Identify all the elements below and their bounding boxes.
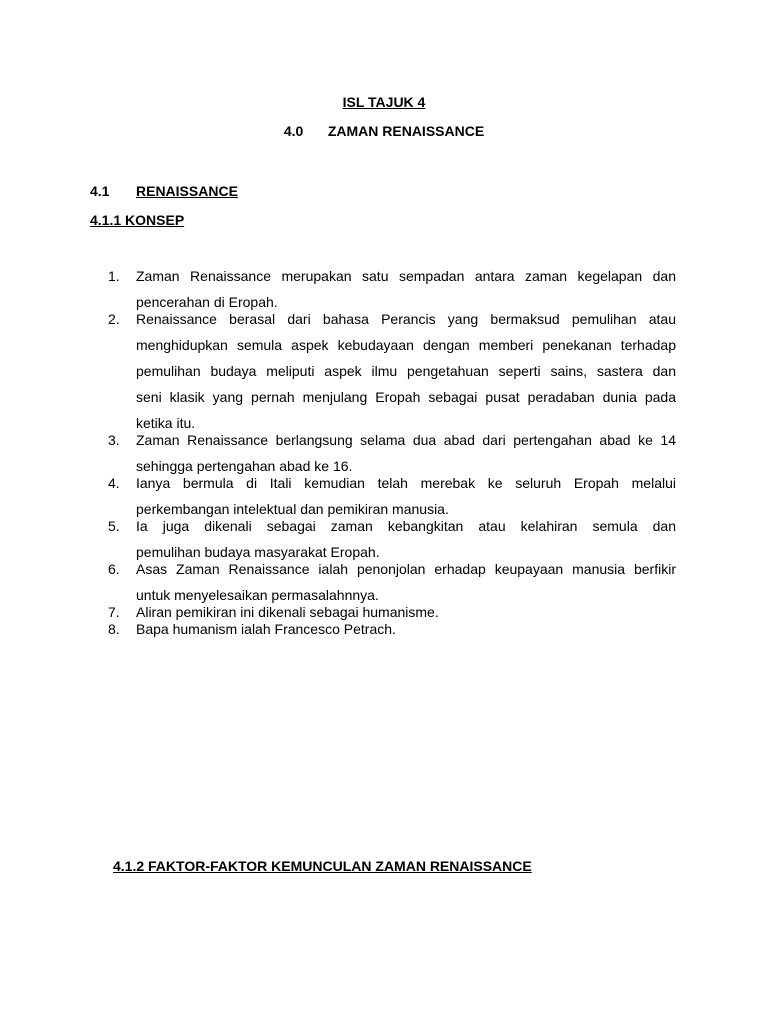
list-item-text-line: Bapa humanism ialah Francesco Petrach. [136,621,396,637]
section-label: RENAISSANCE [136,183,238,199]
section-number: 4.1 [90,183,110,199]
section-heading [90,183,238,199]
list-item-text-line: sehingga pertengahan abad ke 16. [136,458,353,474]
list-item-number: 3. [108,432,120,448]
list-item-number: 5. [108,518,120,534]
list-item-text-line: perkembangan intelektual dan pemikiran manusia. [136,501,449,517]
list-item [108,311,676,432]
list-item [108,561,676,604]
document-title: ISL TAJUK 4 [342,94,426,110]
list-item-number: 1. [108,268,120,284]
list-item-text-line: ketika itu. [136,415,196,431]
subsection-heading-faktor: 4.1.2 FAKTOR-FAKTOR KEMUNCULAN ZAMAN RENAISSANCE [113,858,532,874]
list-item-text-line: pencerahan di Eropah. [136,294,278,310]
list-item-text-line: menghidupkan semula aspek kebudayaan dengan memberi penekanan terhadap [136,337,676,353]
chapter-title [0,123,768,139]
list-item-text-line: seni klasik yang pernah menjulang Eropah sebagai pusat peradaban dunia pada [136,389,676,405]
chapter-label: ZAMAN RENAISSANCE [327,123,485,139]
subsection-heading-konsep: 4.1.1 KONSEP [90,212,185,228]
list-item [108,518,676,561]
list-item-text-line: Aliran pemikiran ini dikenali sebagai humanisme. [136,604,439,620]
list-item-text-line: Ia juga dikenali sebagai zaman kebangkitan atau kelahiran semula dan [136,518,676,534]
list-item-number: 7. [108,604,120,620]
list-item-text-line: Ianya bermula di Itali kemudian telah merebak ke seluruh Eropah melalui [136,475,676,491]
list-item [108,604,676,621]
list-item-number: 4. [108,475,120,491]
list-item-number: 8. [108,621,120,637]
list-item-text-line: pemulihan budaya masyarakat Eropah. [136,544,380,560]
chapter-number: 4.0 [283,123,304,139]
list-item-text-line: Renaissance berasal dari bahasa Perancis yang bermaksud pemulihan atau [136,311,676,327]
list-item-number: 6. [108,561,120,577]
list-item [108,475,676,518]
list-item-text-line: pemulihan budaya meliputi aspek ilmu pengetahuan seperti sains, sastera dan [136,363,676,379]
list-item [108,621,676,638]
list-item-text-line: untuk menyelesaikan permasalahnnya. [136,587,379,603]
list-item-text-line: Zaman Renaissance berlangsung selama dua abad dari pertengahan abad ke 14 [136,432,676,448]
list-item-text-line: Asas Zaman Renaissance ialah penonjolan erhadap keupayaan manusia berfikir [136,561,676,577]
list-item-text-line: Zaman Renaissance merupakan satu sempadan antara zaman kegelapan dan [136,268,676,284]
list-item [108,268,676,311]
concept-list [108,268,676,638]
list-item [108,432,676,475]
list-item-number: 2. [108,311,120,327]
